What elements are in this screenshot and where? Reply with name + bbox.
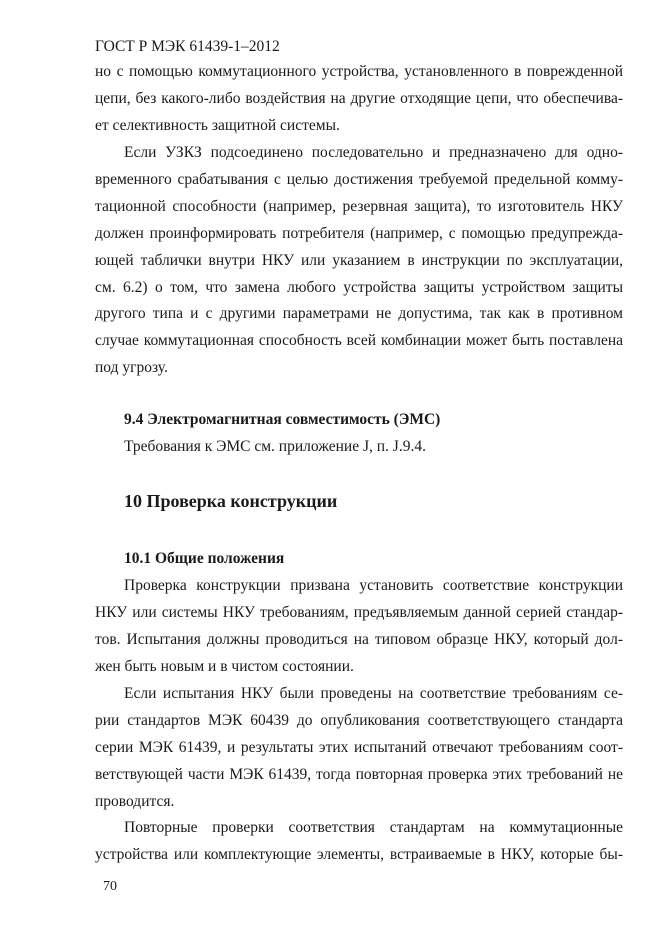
text-line: рии стандартов МЭК 60439 до опубликования соответствующего стандарта xyxy=(95,711,623,729)
text-line: проводится. xyxy=(95,792,175,810)
text-line: цепи, без какого-либо воздействия на другие отходящие цепи, что обеспечива- xyxy=(95,89,623,107)
text-line: Если УЗКЗ подсоединено последовательно и предназначено для одно- xyxy=(124,144,623,161)
section-9-4-heading: 9.4 Электромагнитная совместимость (ЭМС) xyxy=(124,411,441,428)
section-10-1-heading: 10.1 Общие положения xyxy=(124,550,285,567)
text-line: под угрозу. xyxy=(95,359,168,377)
text-line: ющей таблички внутри НКУ или указанием в инструкции по эксплуатации, xyxy=(95,251,623,269)
top-paragraph xyxy=(95,59,623,140)
text-line: случае коммутационная способность всей комбинации может быть поставлена xyxy=(95,332,623,350)
text-line: ветствующей части МЭК 61439, тогда повторная проверка этих требований не xyxy=(95,765,623,783)
section-9-4-text: Требования к ЭМС см. приложение J, п. J.9.4. xyxy=(124,437,426,455)
text-line: серии МЭК 61439, и результаты этих испытаний отвечают требованиям соот- xyxy=(95,738,623,756)
text-line: другого типа и с другими параметрами не допустима, так как в противном xyxy=(95,305,623,323)
text-line: тов. Испытания должны проводиться на типовом образце НКУ, который дол- xyxy=(95,630,623,648)
text-line: Если испытания НКУ были проведены на соответствие требованиям се- xyxy=(124,685,623,702)
text-line: тационной способности (например, резервная защита), то изготовитель НКУ xyxy=(95,197,623,215)
section-10-1-paragraph-2 xyxy=(95,681,623,816)
paragraph-uzkz xyxy=(95,140,623,382)
section-9-4 xyxy=(124,407,623,461)
document-header: ГОСТ Р МЭК 61439-1–2012 xyxy=(95,38,280,55)
text-line: Проверка конструкции призвана установить соответствие конструкции xyxy=(124,577,623,594)
text-line: жен быть новым и в чистом состоянии. xyxy=(95,657,354,675)
page-number: 70 xyxy=(103,879,117,894)
section-10-1-paragraph-1 xyxy=(95,573,623,681)
text-line: должен проинформировать потребителя (например, с помощью предупрежда- xyxy=(95,224,623,242)
text-line: Повторные проверки соответствия стандартам на коммутационные xyxy=(124,819,623,836)
section-10-1 xyxy=(124,546,623,573)
text-line: см. 6.2) о том, что замена любого устройства защиты устройством защиты xyxy=(95,278,623,296)
text-line: но с помощью коммутационного устройства, установленного в поврежденной xyxy=(95,63,623,80)
text-line: временного срабатывания с целью достижения требуемой предельной комму- xyxy=(95,170,623,188)
text-line: устройства или комплектующие элементы, встраиваемые в НКУ, которые бы- xyxy=(95,845,623,863)
section-10-heading: 10 Проверка конструкции xyxy=(124,491,338,511)
section-10-1-paragraph-3 xyxy=(95,815,623,869)
text-line: НКУ или системы НКУ требованиям, предъявляемым данной серией стандар- xyxy=(95,603,623,621)
text-line: ет селективность защитной системы. xyxy=(95,116,340,134)
